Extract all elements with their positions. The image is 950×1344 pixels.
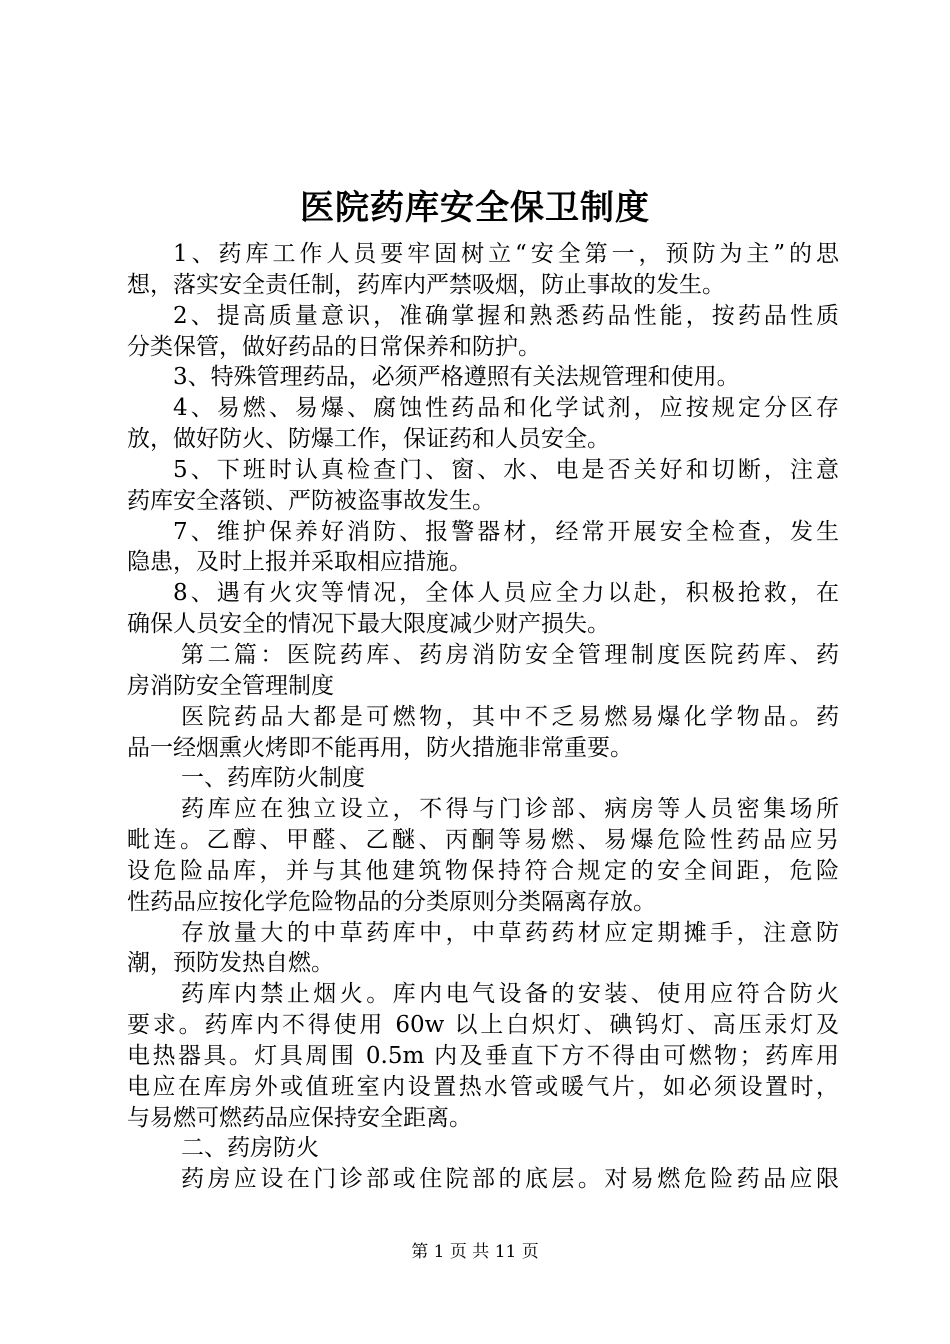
text-line: 想，落实安全责任制，药库内严禁吸烟，防止事故的发生。 — [127, 271, 725, 298]
text-line: 设危险品库，并与其他建筑物保持符合规定的安全间距，危险 — [127, 857, 839, 884]
document-title: 医院药库安全保卫制度 — [300, 188, 650, 228]
text-line: 电应在库房外或值班室内设置热水管或暖气片，如必须设置时， — [127, 1073, 839, 1100]
text-line: 确保人员安全的情况下最大限度减少财产损失。 — [127, 611, 610, 638]
text-line: 要求。药库内不得使用 60w 以上白炽灯、碘钨灯、高压汞灯及 — [127, 1012, 839, 1039]
text-line: 房消防安全管理制度 — [127, 672, 334, 699]
text-line: 性药品应按化学危险物品的分类原则分类隔离存放。 — [127, 888, 656, 915]
text-line: 1、药库工作人员要牢固树立“安全第一，预防为主”的思 — [173, 241, 839, 267]
text-line: 隐患，及时上报并采取相应措施。 — [127, 549, 472, 576]
text-line: 第二篇：医院药库、药房消防安全管理制度医院药库、药 — [181, 641, 839, 668]
text-line: 7、维护保养好消防、报警器材，经常开展安全检查，发生 — [173, 518, 839, 545]
document-body — [127, 239, 839, 1195]
text-line: 分类保管，做好药品的日常保养和防护。 — [127, 333, 541, 360]
text-line: 2、提高质量意识，准确掌握和熟悉药品性能，按药品性质 — [173, 302, 839, 329]
page-footer: 第 1 页 共 11 页 — [411, 1242, 539, 1262]
text-line: 与易燃可燃药品应保持安全距离。 — [127, 1104, 472, 1131]
text-line: 药库内禁止烟火。库内电气设备的安装、使用应符合防火 — [181, 981, 839, 1008]
text-line: 3、特殊管理药品，必须严格遵照有关法规管理和使用。 — [173, 364, 740, 391]
text-line: 药库应在独立设立，不得与门诊部、病房等人员密集场所 — [181, 796, 839, 823]
text-line: 4、易燃、易爆、腐蚀性药品和化学试剂，应按规定分区存 — [173, 395, 839, 422]
text-line: 电热器具。灯具周围 0.5m 内及垂直下方不得由可燃物；药库用 — [127, 1042, 839, 1069]
text-line: 品一经烟熏火烤即不能再用，防火措施非常重要。 — [127, 734, 633, 761]
text-line: 药库安全落锁、严防被盗事故发生。 — [127, 487, 495, 514]
text-line: 医院药品大都是可燃物，其中不乏易燃易爆化学物品。药 — [181, 703, 839, 730]
text-line: 存放量大的中草药库中，中草药药材应定期摊手，注意防 — [181, 919, 839, 946]
text-line: 5、下班时认真检查门、窗、水、电是否关好和切断，注意 — [173, 456, 839, 483]
text-line: 药房应设在门诊部或住院部的底层。对易燃危险药品应限 — [181, 1166, 839, 1193]
text-line: 潮，预防发热自燃。 — [127, 950, 334, 977]
text-line: 8、遇有火灾等情况，全体人员应全力以赴，积极抢救，在 — [173, 580, 839, 607]
text-line: 毗连。乙醇、甲醛、乙醚、丙酮等易燃、易爆危险性药品应另 — [127, 827, 839, 854]
text-line: 二、药房防火 — [181, 1135, 319, 1162]
text-line: 放，做好防火、防爆工作，保证药和人员安全。 — [127, 426, 610, 453]
text-line: 一、药库防火制度 — [181, 765, 365, 792]
